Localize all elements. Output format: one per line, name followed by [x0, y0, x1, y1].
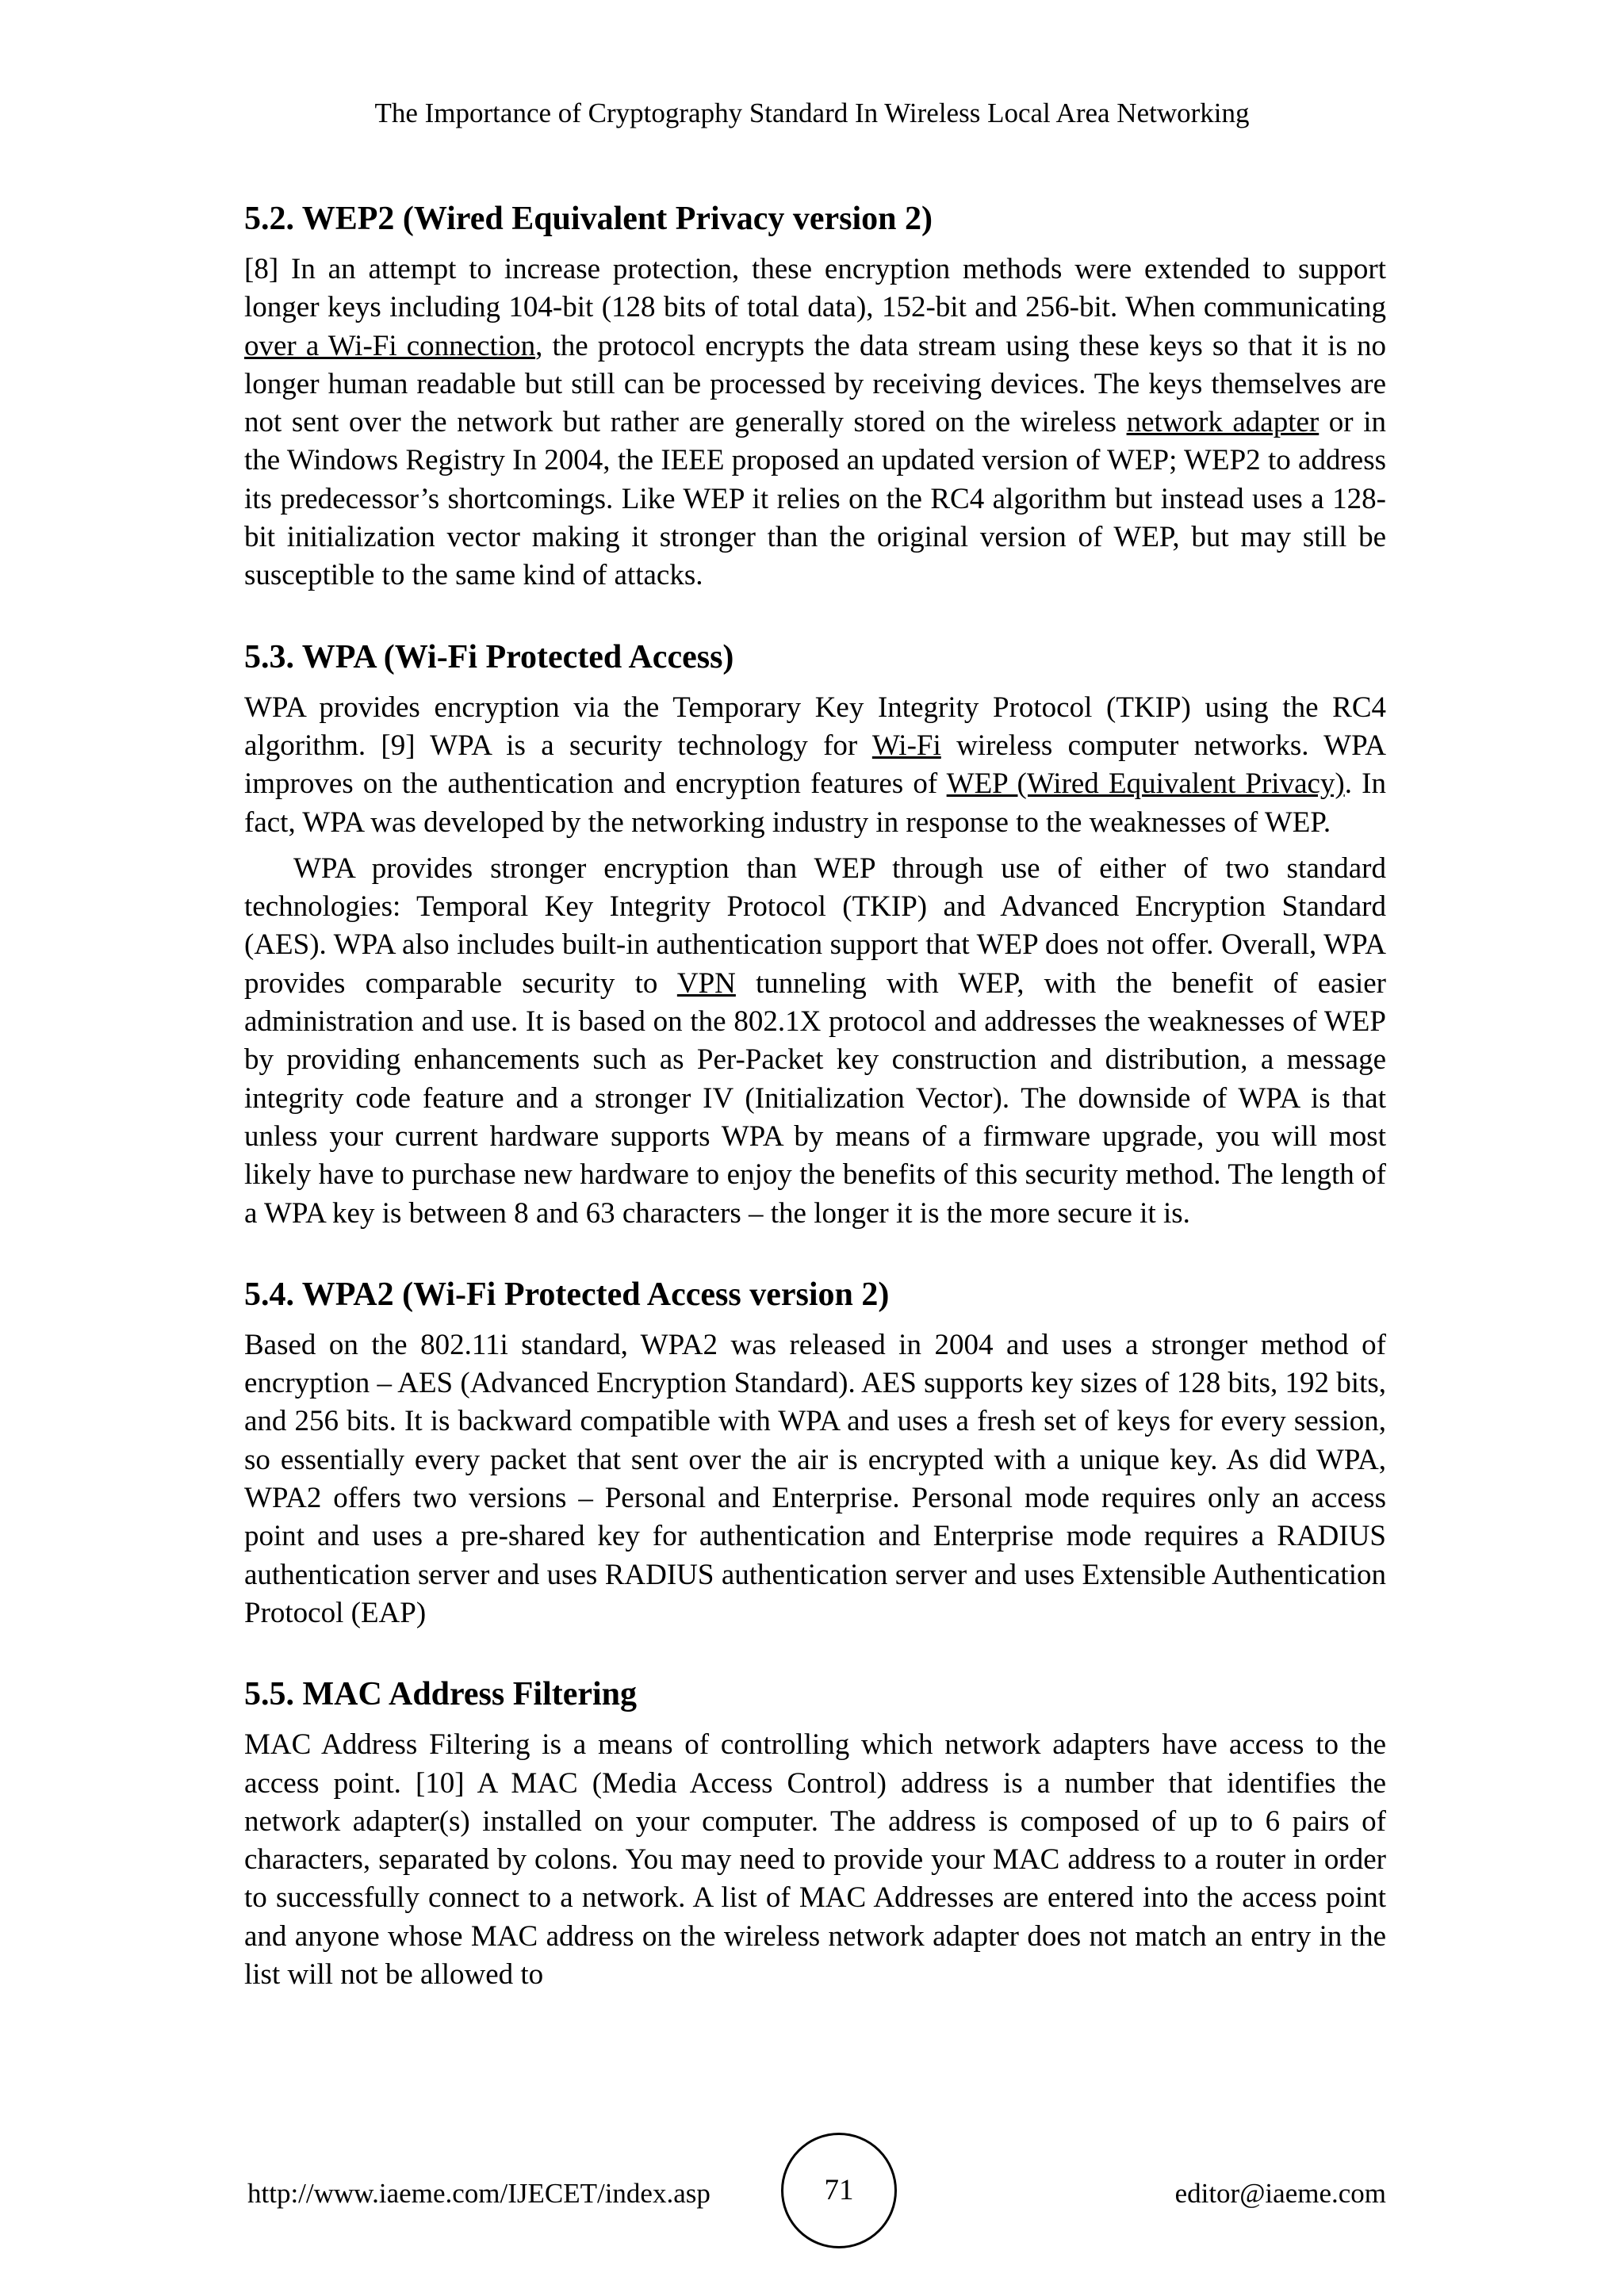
footer-email-link[interactable]: editor@iaeme.com — [1174, 2178, 1386, 2209]
footer-url-link[interactable]: http://www.iaeme.com/IJECET/index.asp — [247, 2178, 710, 2209]
paragraph-mac: MAC Address Filtering is a means of controlling which network adapters have access to the access point. [10] A MAC (Media Access Control) address is a number that identifies the network adapter(s) installed on your computer. The address is composed of up to 6 pairs of characters, separated by colons. You may need to provide your MAC address to a router in order to successfully connect to a network. A list of MAC Addresses are entered into the access point and anyone whose MAC address on the wireless network adapter does not match an entry in the list will not be allowed to — [244, 1728, 1386, 1991]
paragraph-wep2 — [244, 251, 1386, 595]
section-heading-wpa: 5.3. WPA (Wi-Fi Protected Access) — [244, 638, 734, 675]
section-heading-mac: 5.5. MAC Address Filtering — [244, 1676, 638, 1713]
section-mac-filtering — [244, 1670, 1386, 1994]
link-vpn[interactable]: VPN — [676, 966, 736, 1000]
section-wep2 — [244, 195, 1386, 595]
page-number: 71 — [781, 2133, 897, 2248]
text-run: . In fact, WPA was developed by the networking industry in response to the weaknesses of WEP. — [244, 767, 1386, 839]
section-heading-wep2: 5.2. WEP2 (Wired Equivalent Privacy version 2) — [244, 201, 933, 237]
paragraph-wpa-2 — [244, 850, 1386, 1233]
link-wep[interactable]: WEP (Wired Equivalent Privacy) — [946, 767, 1345, 801]
text-run: wireless computer networks. WPA improves on the authentication and encryption features of — [244, 729, 1386, 801]
section-wpa2 — [244, 1271, 1386, 1632]
article-body — [244, 195, 1386, 2032]
link-wifi[interactable]: Wi-Fi — [871, 729, 941, 762]
link-wifi-connection[interactable]: over a Wi-Fi connection — [244, 329, 536, 362]
paragraph-wpa-1 — [244, 689, 1386, 842]
text-run: [8] In an attempt to increase protection, these encryption methods were extended to support longer keys including 104-bit (128 bits of total data), 152-bit and 256-bit. When communicating — [244, 253, 1386, 324]
section-heading-wpa2: 5.4. WPA2 (Wi-Fi Protected Access version 2) — [244, 1276, 890, 1313]
section-wpa — [244, 633, 1386, 1233]
text-run: tunneling with WEP, with the benefit of easier administration and use. It is based on the 802.1X protocol and addresses the weaknesses of WEP by providing enhancements such as Per-Packet key construction and distribution, a message integrity code feature and a stronger IV (Initialization Vector). The downside of WPA is that unless your current hardware supports WPA by means of a firmware upgrade, you will most likely have to purchase new hardware to enjoy the benefits of this security method. The length of a WPA key is between 8 and 63 characters – the longer it is the more secure it is. — [244, 966, 1387, 1230]
running-header: The Importance of Cryptography Standard In Wireless Local Area Networking — [374, 98, 1250, 128]
text-run: WPA provides encryption via the Temporary Key Integrity Protocol (TKIP) using the RC4 algorithm. [9] WPA is a security technology for — [244, 691, 1386, 762]
paragraph-wpa2: Based on the 802.11i standard, WPA2 was released in 2004 and uses a stronger method of encryption – AES (Advanced Encryption Standard). AES supports key sizes of 128 bits, 192 bits, and 256 bits. It is backward compatible with WPA and uses a fresh set of keys for every session, so essentially every packet that sent over the air is encrypted with a unique key. As did WPA, WPA2 offers two versions – Personal and Enterprise. Personal mode requires only an access point and uses a pre-shared key for authentication and Enterprise mode requires a RADIUS authentication server and uses RADIUS authentication server and uses Extensible Authentication Protocol (EAP) — [244, 1328, 1386, 1629]
text-run: WPA provides stronger encryption than WEP through use of either of two standard technologies: Temporal Key Integrity Protocol (TKIP) and Advanced Encryption Standard (AES). WPA also includes built-in authentication support that WEP does not offer. Overall, WPA provides comparable security to — [244, 851, 1386, 1000]
text-run: , the protocol encrypts the data stream using these keys so that it is no longer human readable but still can be processed by receiving devices. The keys themselves are not sent over the network but rather are generally stored on the wireless — [244, 329, 1386, 439]
text-run: or in the Windows Registry In 2004, the IEEE proposed an updated version of WEP; WEP2 to address its predecessor’s shortcomings. Like WEP it relies on the RC4 algorithm but instead uses a 128-bit initialization vector making it stronger than the original version of WEP, but may still be susceptible to the same kind of attacks. — [244, 406, 1386, 592]
link-network-adapter[interactable]: network adapter — [1126, 406, 1320, 439]
